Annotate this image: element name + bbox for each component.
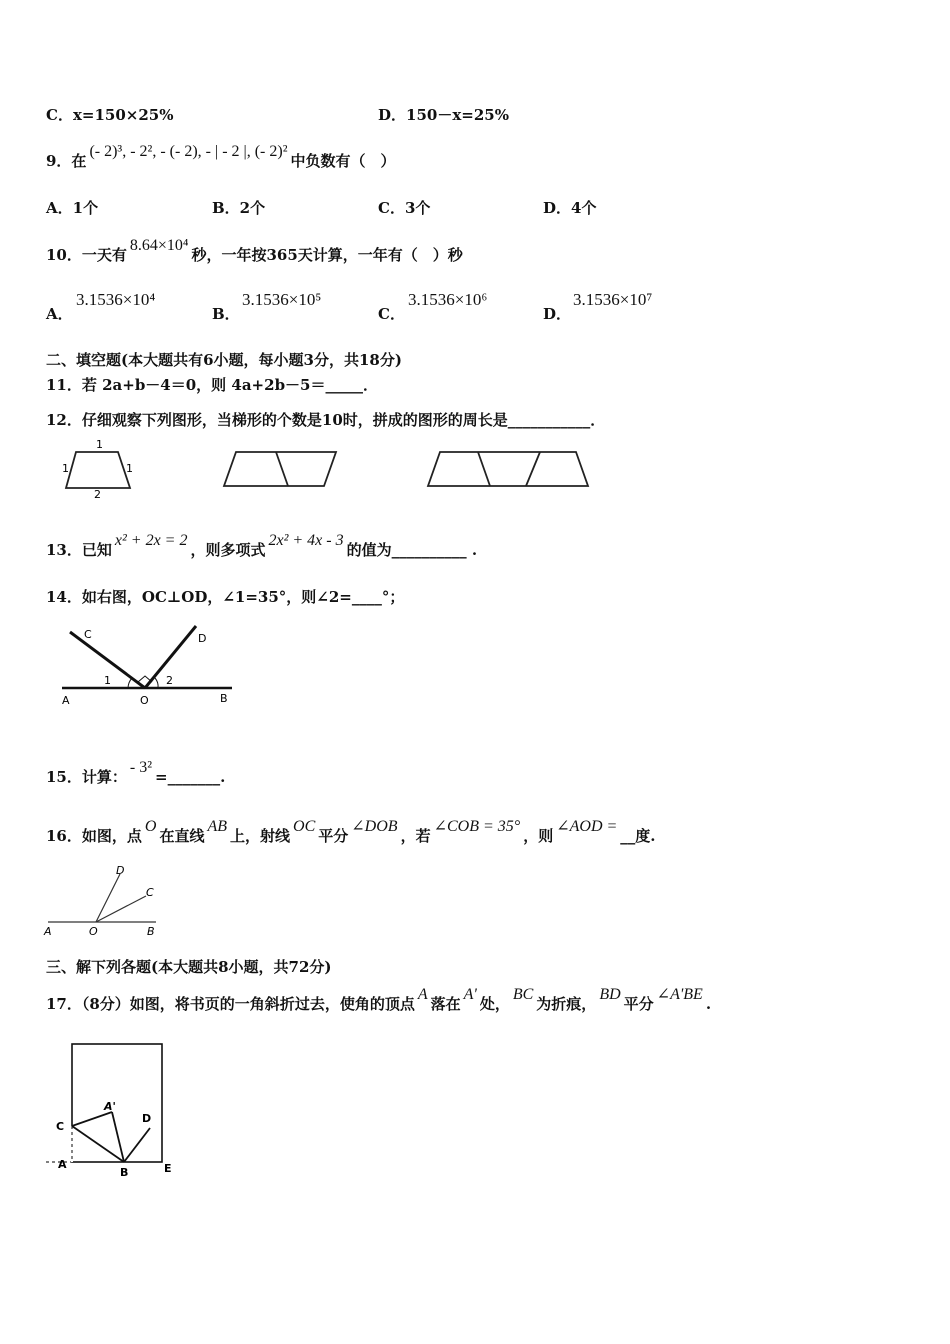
q17-question <box>46 986 712 1014</box>
q10-question <box>46 237 463 265</box>
section-3-heading: 三、解下列各题(本大题共8小题，共72分) <box>46 958 332 976</box>
q16-text-4: ，若 <box>400 827 431 845</box>
q10-option-d-label: D． <box>543 305 572 323</box>
q15-expression: - 3² <box>129 759 152 776</box>
q13-number: 13．已知 <box>46 541 112 559</box>
q16-label-b: B <box>147 925 155 938</box>
q9-option-b: B．2个 <box>212 199 266 217</box>
q12-three-trapezoids <box>428 452 588 486</box>
q17-text-1: 落在 <box>430 995 461 1013</box>
q13-question <box>46 532 478 560</box>
q17-segment-bd: BD <box>599 986 621 1003</box>
section-2-heading: 二、填空题(本大题共有6小题，每小题3分，共18分) <box>46 351 402 369</box>
q8-option-c: C．x=150×25% <box>46 106 174 124</box>
q16-angle-cob: ∠COB = 35° <box>433 818 521 835</box>
q12-label-left: 1 <box>62 462 69 475</box>
q10-option-b-label: B． <box>212 305 240 323</box>
q12-label-right: 1 <box>126 462 133 475</box>
q17-text-3: 为折痕， <box>536 995 597 1013</box>
q16-text-6: __度. <box>620 827 656 845</box>
q16-question <box>46 818 656 846</box>
q13-tail: 的值为__________ . <box>346 541 478 559</box>
q9-option-c: C．3个 <box>378 199 431 217</box>
q17-segment-bc: BC <box>512 986 534 1003</box>
q17-text-2: 处， <box>479 995 510 1013</box>
q9-question <box>46 143 396 171</box>
q17-number: 17．（8分）如图，将书页的一角斜折过去，使角的顶点 <box>46 995 415 1013</box>
q11-question: 11．若 2a+b－4＝0，则 4a+2b－5＝_____． <box>46 376 378 394</box>
q17-text-4: 平分 <box>623 995 654 1013</box>
q17-point-a: A <box>417 986 428 1003</box>
q13-expression-2: 2x² + 4x - 3 <box>268 532 344 549</box>
q16-point-o: O <box>144 818 157 835</box>
q10-option-a-value: 3.1536×10⁴ <box>76 290 156 309</box>
q14-label-a: A <box>62 694 70 707</box>
q13-middle: ，则多项式 <box>190 541 266 559</box>
q17-point-a-prime: A' <box>463 986 477 1003</box>
q14-angle-figure <box>56 618 246 713</box>
q14-question: 14．如右图，OC⊥OD，∠1=35°，则∠2=____°； <box>46 588 405 606</box>
q12-question: 12．仔细观察下列图形，当梯形的个数是10时，拼成的图形的周长是___________． <box>46 411 606 429</box>
q16-angle-aod: ∠AOD = <box>556 818 618 835</box>
q16-text-3: 平分 <box>318 827 349 845</box>
q17-label-c: C <box>56 1120 65 1133</box>
q12-label-top: 1 <box>96 438 103 451</box>
q10-option-d-value: 3.1536×10⁷ <box>573 290 653 309</box>
q16-number: 16．如图，点 <box>46 827 142 845</box>
q17-label-d: D <box>142 1112 152 1125</box>
q12-trapezoid-figures <box>56 438 596 498</box>
q9-number: 9．在 <box>46 152 87 170</box>
q10-number: 10．一天有 <box>46 246 127 264</box>
q8-option-d: D．150－x=25% <box>378 106 509 124</box>
q10-option-a-label: A． <box>46 305 73 323</box>
q12-single-trapezoid <box>62 438 133 498</box>
q16-angle-dob: ∠DOB <box>351 818 398 835</box>
q9-option-a: A．1个 <box>46 199 99 217</box>
q17-label-b: B <box>120 1166 129 1179</box>
q14-label-angle-1: 1 <box>104 674 111 687</box>
q9-expression: (- 2)³, - 2², - (- 2), - | - 2 |, (- 2)² <box>89 143 288 160</box>
q15-question <box>46 759 226 787</box>
q14-label-o: O <box>140 694 149 707</box>
q12-label-bottom: 2 <box>94 488 101 498</box>
q16-label-d: D <box>116 864 125 877</box>
q10-option-c-value: 3.1536×10⁶ <box>408 290 488 309</box>
q9-tail: 中负数有（ ） <box>290 152 396 170</box>
q10-option-b-value: 3.1536×10⁵ <box>242 290 322 309</box>
q17-label-e: E <box>164 1162 172 1175</box>
q16-label-a: A <box>44 925 52 938</box>
q12-two-trapezoids <box>224 452 336 486</box>
q10-tail: 秒，一年按365天计算，一年有（ ）秒 <box>191 246 463 264</box>
q10-expression: 8.64×10⁴ <box>129 237 189 254</box>
q9-option-d: D．4个 <box>543 199 597 217</box>
q16-text-1: 在直线 <box>159 827 205 845</box>
q15-tail: =_______. <box>155 768 226 786</box>
q16-line-ab: AB <box>207 818 227 835</box>
q17-folded-page-figure <box>46 1036 186 1186</box>
q16-ray-figure <box>42 862 172 940</box>
q17-text-5: . <box>705 995 712 1013</box>
q15-number: 15．计算： <box>46 768 127 786</box>
q17-label-a: A <box>58 1158 67 1171</box>
q14-label-b: B <box>220 692 228 705</box>
q16-text-2: 上，射线 <box>230 827 291 845</box>
q13-expression-1: x² + 2x = 2 <box>114 532 188 549</box>
q16-label-o: O <box>89 925 98 938</box>
q16-ray-oc: OC <box>293 818 316 835</box>
q10-option-c-label: C． <box>378 305 405 323</box>
q17-angle-abe: ∠A'BE <box>656 986 703 1003</box>
q14-label-angle-2: 2 <box>166 674 173 687</box>
q17-label-a-prime: A' <box>104 1100 116 1113</box>
q14-label-c: C <box>84 628 92 641</box>
q14-label-d: D <box>198 632 207 645</box>
q16-label-c: C <box>146 886 154 899</box>
q16-text-5: ，则 <box>523 827 554 845</box>
